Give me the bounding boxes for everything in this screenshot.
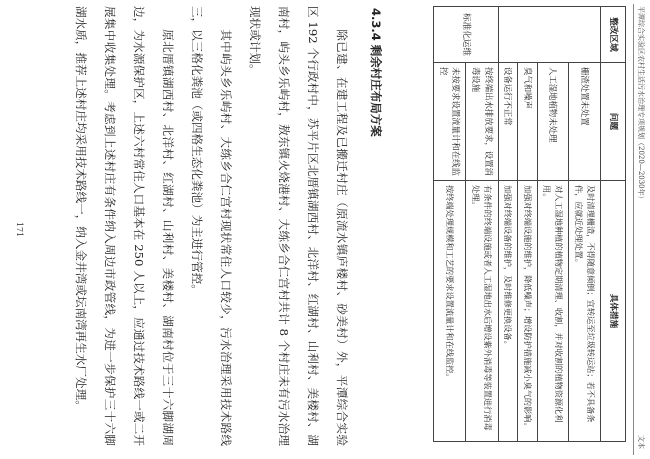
table-row [498,7,518,442]
column-header: 具体措施 [601,181,626,442]
column-header: 整改区域 [601,7,626,63]
measure-cell: 加强对终端设备的维护，及时维修更换设备。 [498,181,518,442]
table-row [569,7,601,442]
header-divider [633,4,634,455]
measure-cell: 及时清理栅渣，不得随意倾倒；宜转运至垃圾转运站；若不具备条件，应就近处理处置。 [569,181,601,442]
problem-cell: 按终端出水排放要求，设置消毒设施 [466,63,498,181]
table-row [466,7,498,442]
problem-cell: 臭气和噪声 [518,63,538,181]
section-heading: 4.3.4 剩余村庄布局方案 [369,8,383,137]
problem-cell: 未按要求设置流量计和在线监控 [434,63,466,181]
measure-cell: 有条件的终端设施或者人工湿地出水后增设紫外消毒等装置进行消毒处理。 [466,181,498,442]
table-row [537,7,569,442]
running-header [636,0,650,459]
area-cell: 标准化运维 [434,7,498,63]
header-section: 文本 [637,435,645,449]
page-number: 171 [15,221,24,238]
table-row [434,7,466,442]
column-header: 问题 [601,63,626,181]
paragraph: 原北厝镇湖西村、北洋村、红湖村、山利村、美楼村、湖南村位于三十六脚湖周边，为水源保护区，上述六村常住人口基本在 250 人以上，应通过技术路线一或二开展集中收集处理。考虑到上述村庄有条件纳入周边市政管线，为进一步保护三十六脚湖水质，推荐上述村庄均采用技术路线一，纳入金井湾或坛南湾再生水厂处理。 [74,6,175,446]
paragraph: 除已建、在建工程及已搬迁村庄（原流水镇庐楼村、砂美村）外，平潭综合实验区 192 个行政村中，苏平片区北厝镇湖西村、北洋村、红湖村、山利村、美楼村、湖南村，屿头乡乐屿村，敖东镇火烧港村、大练乡合仁宫村共计 8 个村庄未有污水治理现状或计划。 [248,6,349,446]
table-row [518,7,538,442]
problem-cell: 人工湿地植物未处理 [537,63,569,181]
body-text [66,6,356,446]
problem-cell: 设备运行不正常 [498,63,518,181]
remediation-table [433,6,626,442]
table-header-row [601,7,626,442]
area-cell [498,7,600,63]
measure-cell: 加强对终端设施的维护，降低噪声；增设防护措施减小臭气的影响。 [518,181,538,442]
measure-cell: 对人工湿地种植的植物定期清理、收割，并对收割的植物资源化利用。 [537,181,569,442]
paragraph: 其中屿头乡乐屿村、大练乡合仁宫村现状常住人口较少，污水治理采用技术路线三，以三格化粪池（或四格生态化粪池）为主进行管控。 [190,6,233,446]
measure-cell: 按终端处理规模和工艺的要求设置流量计和在线监控。 [434,181,466,442]
header-title: 平潭综合实验区农村生活污水治理专项规划（2020—2030年） [637,6,645,203]
problem-cell: 栅渣处置未处置 [569,63,601,181]
